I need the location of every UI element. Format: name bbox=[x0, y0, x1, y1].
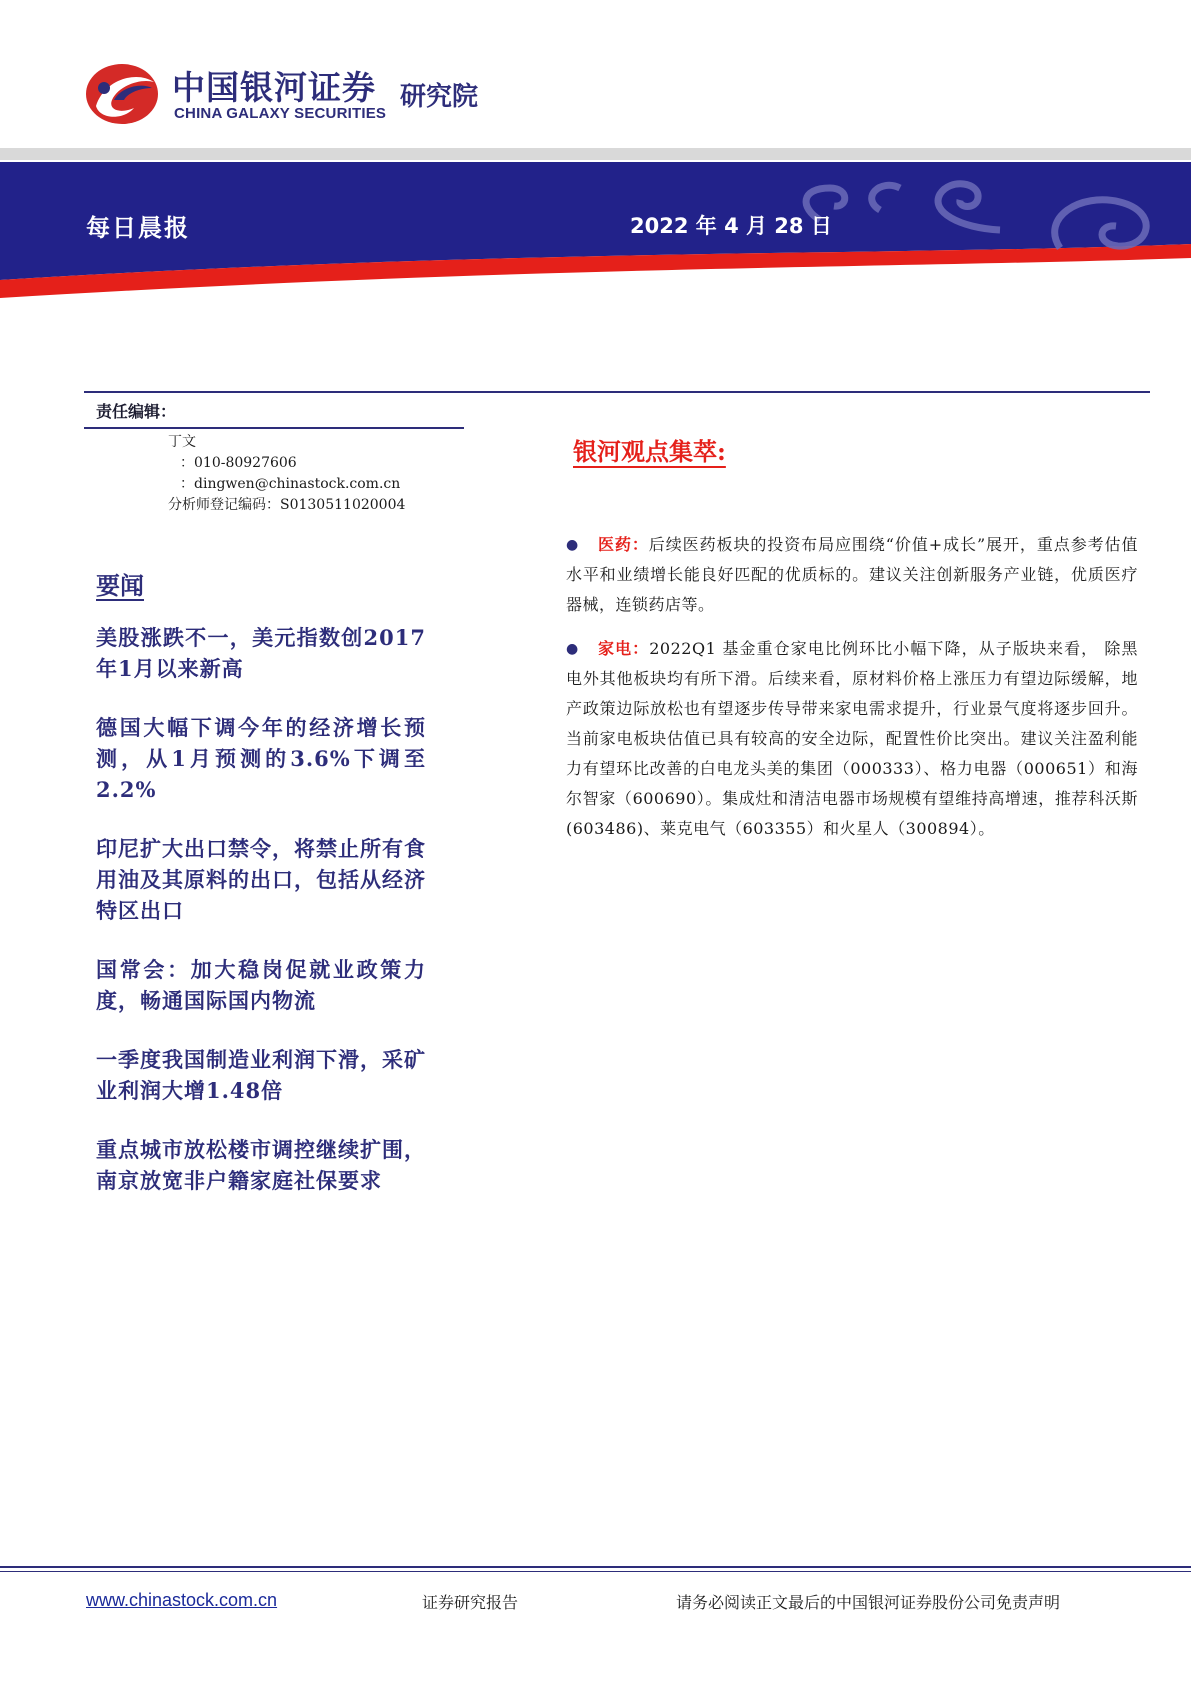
news-heading: 要闻 bbox=[96, 571, 144, 600]
news-list bbox=[96, 622, 426, 1224]
news-item[interactable]: 一季度我国制造业利润下滑，采矿业利润大增1.48倍 bbox=[96, 1047, 426, 1103]
editor-email: ：dingwen@chinastock.com.cn bbox=[180, 476, 401, 492]
bullet-icon: ● bbox=[566, 641, 579, 657]
editor-info bbox=[168, 432, 405, 516]
editor-phone: ：010-80927606 bbox=[180, 455, 297, 471]
brand-institute: 研究院 bbox=[400, 82, 479, 112]
bullet-icon: ● bbox=[566, 537, 579, 553]
top-divider bbox=[84, 391, 1150, 393]
views-list bbox=[566, 530, 1138, 858]
report-title: 每日晨报 bbox=[86, 214, 190, 242]
news-item[interactable]: 重点城市放松楼市调控继续扩围，南京放宽非户籍家庭社保要求 bbox=[96, 1137, 426, 1193]
view-text: 2022Q1 基金重仓家电比例环比小幅下降，从子版块来看， 除黑电外其他板块均有所下滑。后续来看，原材料价格上涨压力有望边际缓解，地产政策边际放松也有望逐步传导带来家电需求提升，行业景气度将逐步回升。当前家电板块估值已具有较高的安全边际，配置性价比突出。建议关注盈利能力有望环比改善的白电龙头美的集团（000333）、格力电器（000651）和海尔智家（600690）。集成灶和清洁电器市场规模有望维持高增速，推荐科沃斯(603486)、莱克电气（603355）和火星人（300894）。 bbox=[566, 639, 1138, 838]
view-text: 后续医药板块的投资布局应围绕“价值+成长”展开，重点参考估值水平和业绩增长能良好匹配的优质标的。建议关注创新服务产业链，优质医疗器械，连锁药店等。 bbox=[566, 535, 1138, 614]
report-date: 2022 年 4 月 28 日 bbox=[630, 214, 832, 238]
news-item[interactable]: 德国大幅下调今年的经济增长预测，从1月预测的3.6%下调至2.2% bbox=[96, 715, 426, 802]
news-item[interactable]: 印尼扩大出口禁令，将禁止所有食用油及其原料的出口，包括从经济特区出口 bbox=[96, 836, 426, 923]
views-heading: 银河观点集萃: bbox=[573, 437, 726, 466]
news-item[interactable]: 美股涨跌不一，美元指数创2017年1月以来新高 bbox=[96, 625, 426, 681]
brand-name-cn: 中国银河证券 bbox=[172, 68, 376, 107]
editor-name: 丁文 bbox=[168, 434, 196, 450]
view-tag: 家电： bbox=[598, 639, 650, 658]
editor-divider bbox=[84, 427, 464, 429]
view-point-pharma bbox=[566, 530, 1138, 620]
footer-divider-thin bbox=[0, 1571, 1191, 1572]
view-point-appliance bbox=[566, 634, 1138, 844]
footer-divider bbox=[0, 1566, 1191, 1568]
disclaimer-note: 请务必阅读正文最后的中国银河证券股份公司免责声明 bbox=[676, 1593, 1061, 1612]
report-type: 证券研究报告 bbox=[422, 1593, 519, 1612]
editor-label: 责任编辑： bbox=[96, 402, 177, 421]
view-tag: 医药： bbox=[598, 535, 649, 554]
news-item[interactable]: 国常会：加大稳岗促就业政策力度，畅通国际国内物流 bbox=[96, 957, 426, 1013]
brand-name-en: CHINA GALAXY SECURITIES bbox=[174, 105, 387, 122]
logo-icon bbox=[84, 60, 160, 126]
website-link[interactable]: www.chinastock.com.cn bbox=[86, 1590, 278, 1610]
editor-registration: 分析师登记编码：S0130511020004 bbox=[168, 497, 406, 513]
